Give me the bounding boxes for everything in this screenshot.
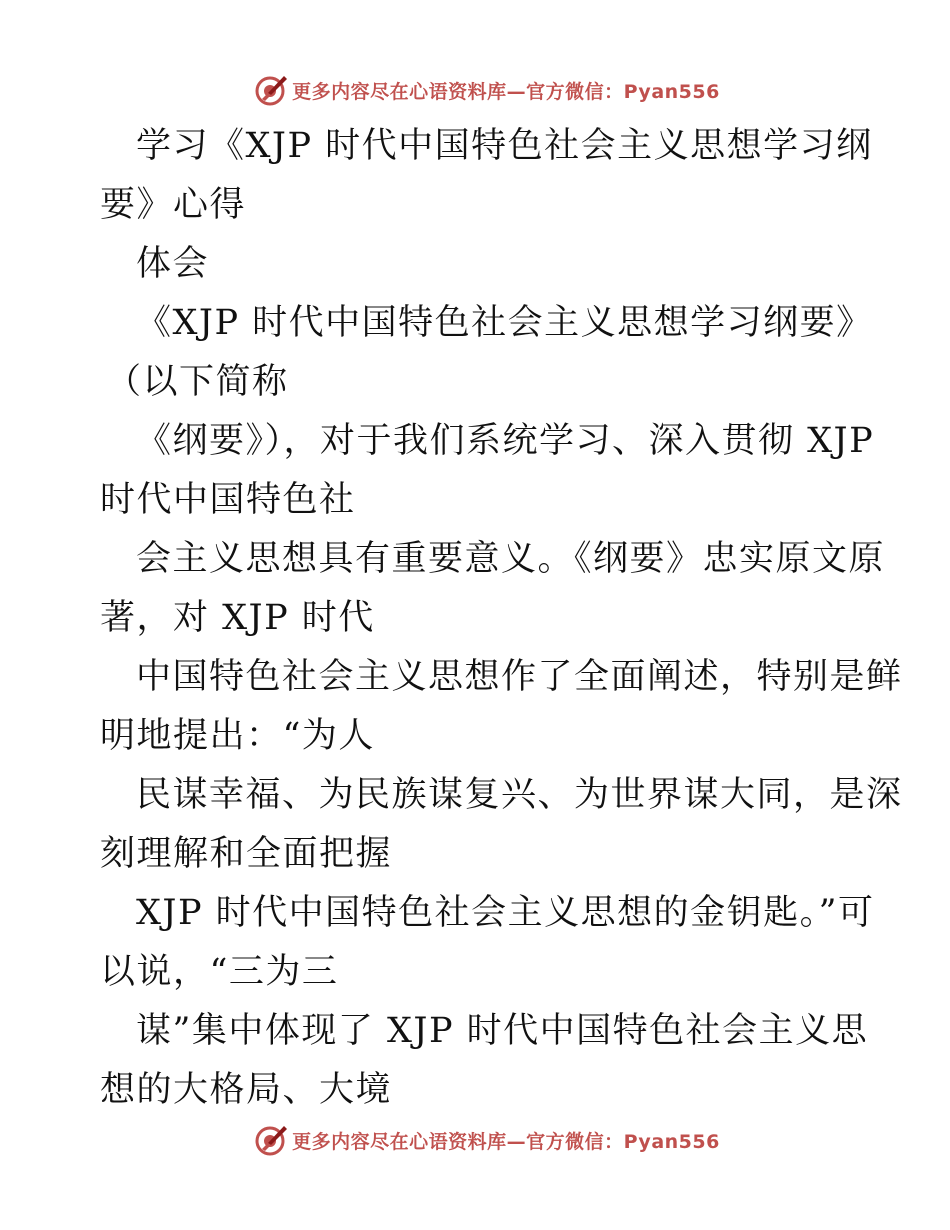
text-line: XJP 时代中国特色社会主义思想的金钥匙。”可: [136, 893, 875, 933]
text-line: 想的大格局、大境: [100, 1070, 393, 1110]
text-line: 学习《XJP 时代中国特色社会主义思想学习纲: [136, 126, 873, 166]
text-line: 谋”集中体现了 XJP 时代中国特色社会主义思: [136, 1011, 869, 1051]
pen-logo-icon: [254, 73, 288, 107]
text-line: 《XJP 时代中国特色社会主义思想学习纲要》: [136, 303, 873, 343]
header-watermark: [254, 73, 720, 107]
text-line: 著，对 XJP 时代: [100, 598, 375, 638]
text-line: 时代中国特色社: [100, 480, 356, 520]
text-line: 明地提出：“为人: [100, 716, 375, 756]
pen-logo-icon: [254, 1123, 288, 1157]
footer-watermark-banner: [0, 1120, 950, 1160]
text-line: 民谋幸福、为民族谋复兴、为世界谋大同，是深: [136, 775, 903, 815]
text-line: （以下简称: [106, 362, 289, 402]
footer-watermark: [254, 1123, 720, 1157]
text-line: 会主义思想具有重要意义。《纲要》忠实原文原: [136, 539, 886, 579]
watermark-text: 更多内容尽在心语资料库—官方微信：Pyan556: [292, 1130, 720, 1153]
text-line: 中国特色社会主义思想作了全面阐述，特别是鲜: [136, 657, 903, 697]
text-line: 刻理解和全面把握: [100, 834, 393, 874]
watermark-text: 更多内容尽在心语资料库—官方微信：Pyan556: [292, 80, 720, 103]
text-line: 以说，“三为三: [100, 952, 339, 992]
document-body: [100, 117, 903, 1120]
text-line: 要》心得: [100, 185, 247, 225]
text-line: 体会: [136, 244, 210, 284]
text-line: 《纲要》），对于我们系统学习、深入贯彻 XJP: [136, 421, 875, 461]
header-watermark-banner: [0, 70, 950, 110]
